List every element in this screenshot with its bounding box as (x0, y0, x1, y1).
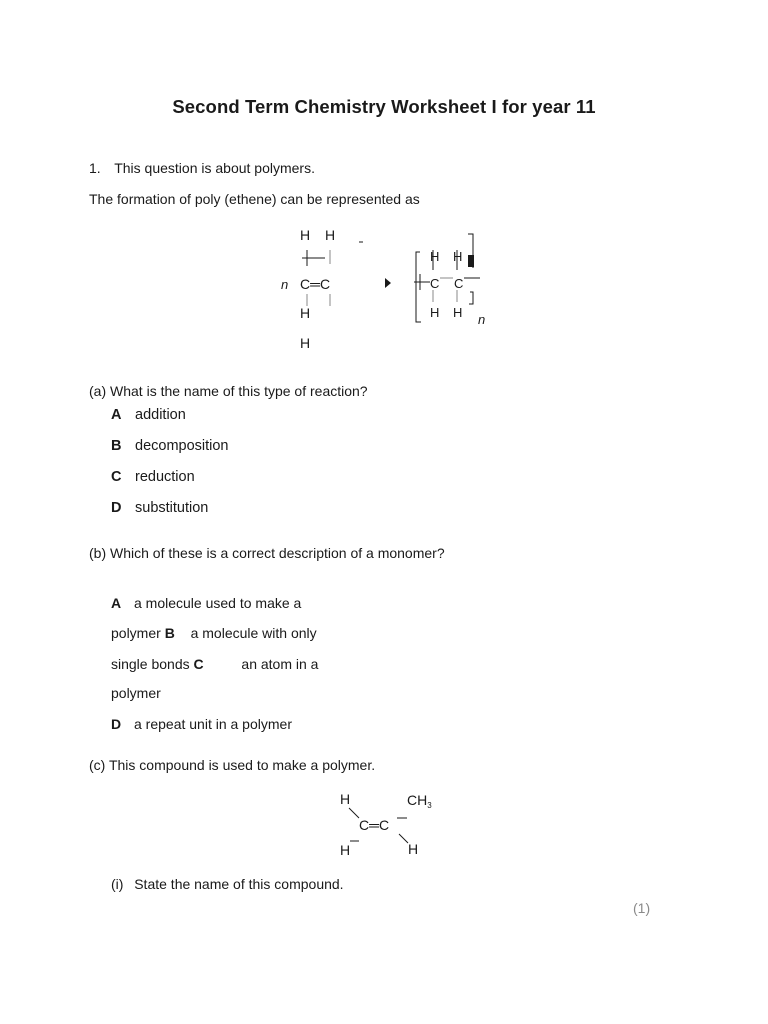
part-c-question (89, 757, 375, 773)
option-text: reduction (135, 469, 195, 485)
part-a-question (89, 383, 368, 399)
part-b-line-1 (111, 595, 301, 611)
option-a-text-continued: polymer (111, 625, 161, 641)
monomer-h-top-right: H (325, 227, 336, 243)
part-b-line-4: polymer (111, 685, 161, 701)
question-1-lead: The formation of poly (ethene) can be represented as (89, 191, 420, 207)
polymer-h-top-right: H (453, 249, 463, 264)
option-b-text-continued: single bonds (111, 656, 190, 672)
option-letter: B (111, 438, 122, 454)
option-a-addition[interactable] (111, 407, 186, 423)
option-letter-c: C (193, 656, 204, 672)
monomer-h-lower: H (300, 335, 311, 351)
polymer-c-right: C (454, 276, 464, 291)
reaction-arrow-icon (385, 278, 391, 288)
propene-ch3: $CH_3$ (407, 792, 432, 810)
part-b-line-3 (111, 656, 318, 672)
option-a-text: a molecule used to make a (134, 595, 302, 611)
propene-double-bond: C═C (359, 817, 390, 833)
option-letter-d: D (111, 716, 122, 732)
monomer-h-bottom: H (300, 305, 311, 321)
option-text: addition (135, 407, 186, 423)
marks-label: (1) (633, 900, 651, 916)
monomer-coefficient: n (281, 277, 289, 292)
question-1-intro (89, 160, 315, 176)
part-b-line-2 (111, 625, 317, 641)
polymer-h-bottom-left: H (430, 305, 440, 320)
option-letter-b: B (164, 625, 175, 641)
option-d-substitution[interactable] (111, 500, 208, 516)
sub-question-label: (i) (111, 876, 124, 892)
option-b-text: a molecule with only (190, 625, 317, 641)
part-a-text: What is the name of this type of reaction? (110, 383, 368, 399)
option-letter: C (111, 469, 122, 485)
option-c-reduction[interactable] (111, 469, 195, 485)
sub-question-text: State the name of this compound. (134, 876, 344, 892)
option-letter: D (111, 500, 122, 516)
propene-structure (330, 785, 450, 865)
part-c-sub-question (111, 876, 344, 892)
option-letter-a: A (111, 595, 122, 611)
propene-h-top: H (340, 791, 351, 807)
option-letter: A (111, 407, 122, 423)
option-c-text: an atom in a (241, 656, 319, 672)
page-title: Second Term Chemistry Worksheet I for year 11 (172, 96, 596, 117)
polymer-h-bottom-right: H (453, 305, 463, 320)
part-c-label: (c) (89, 757, 106, 773)
part-b-question (89, 545, 445, 561)
polymerisation-equation (270, 222, 510, 357)
polymer-h-top-left: H (430, 249, 440, 264)
option-d-text: a repeat unit in a polymer (134, 716, 292, 732)
part-c-text: This compound is used to make a polymer. (108, 757, 376, 773)
option-b-decomposition[interactable] (111, 438, 229, 454)
monomer-h-top-left: H (300, 227, 311, 243)
polymer-repeat-n: n (478, 312, 486, 327)
question-intro-text: This question is about polymers. (114, 160, 315, 176)
polymer-c-left: C (430, 276, 440, 291)
option-text: substitution (135, 500, 209, 516)
part-b-text: Which of these is a correct description of a monomer? (110, 545, 445, 561)
part-b-line-5 (111, 716, 292, 732)
option-text: decomposition (135, 438, 229, 454)
propene-h-bottom-right: H (408, 841, 419, 857)
propene-h-bottom-left: H (340, 842, 351, 858)
part-b-label: (b) (89, 545, 107, 561)
part-a-label: (a) (89, 383, 107, 399)
question-number: 1. (89, 160, 101, 176)
monomer-double-bond: C═C (300, 276, 331, 292)
